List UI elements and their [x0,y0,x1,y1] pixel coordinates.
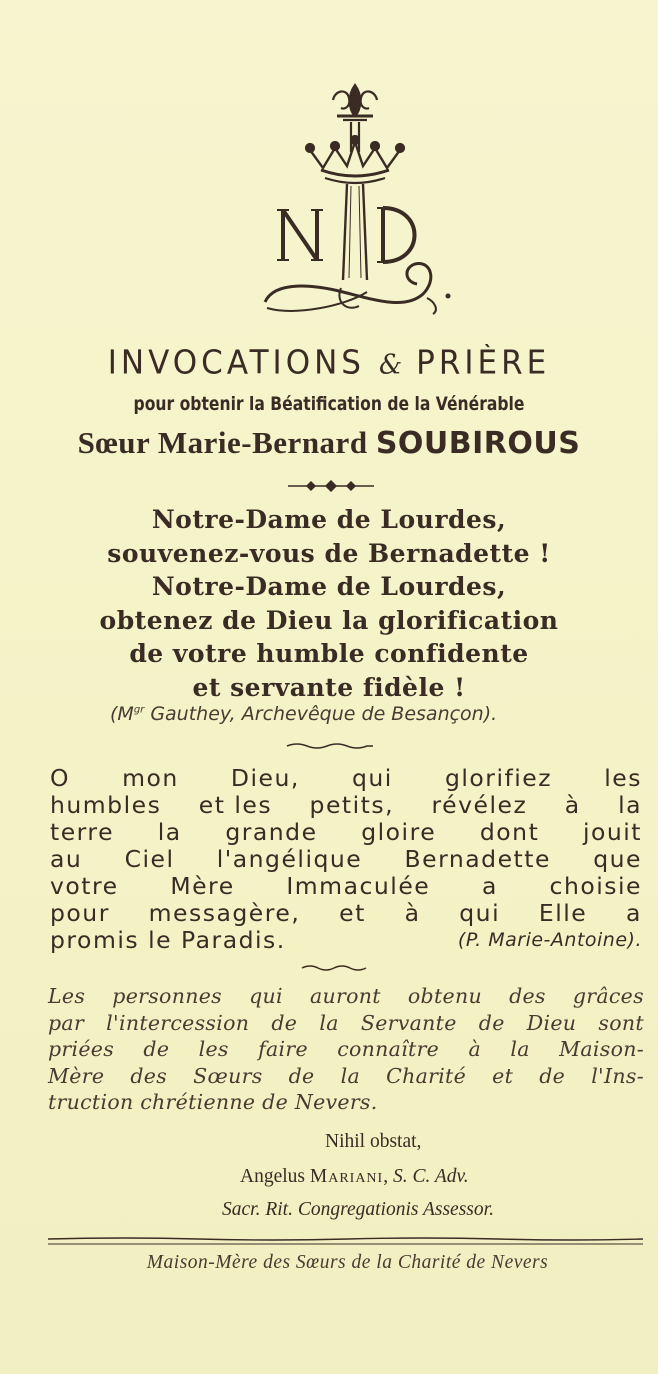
venerable-name [0,425,658,461]
prayer-attribution: (P. Marie-Antoine). [457,929,642,951]
name-surname: SOUBIROUS [375,426,581,461]
prayer-line [50,819,642,846]
notice-word: priées [48,1037,115,1061]
prayer-word: et [339,899,366,927]
notice-word: auront [309,984,381,1008]
prayer-word: O [50,764,70,792]
prayer-line [50,792,642,819]
notice-word: et [492,1063,514,1088]
nd-monogram-crown-emblem [255,80,455,320]
ornament-divider-top [286,480,376,492]
prayer-word: qui [459,899,501,927]
graces-notice [48,983,644,1116]
notice-word: de [539,1063,566,1088]
prayer-word: votre [50,872,119,900]
prayer-line [50,765,642,792]
prayer-word: jouit [582,818,642,846]
notice-line-last: truction chrétienne de Nevers. [48,1090,378,1114]
prayer-last-text: promis le Paradis. [50,926,286,954]
invocations-attribution: ($M^{gr}$ Gauthey, Archevêque de Besançon). [110,703,498,725]
notice-word: la [340,1063,360,1088]
congregation-assessor: Sacr. Rit. Congregationis Assessor. [222,1199,494,1220]
censor-signature: Angelus Mariani, S. C. Adv. [240,1166,469,1187]
prayer-word: que [593,845,642,873]
prayer-word: a [626,899,642,927]
card-subtitle: pour obtenir la Béatification de la Vénérable [133,393,525,415]
notice-line [48,1063,644,1090]
prayer-word: petits, [309,791,395,819]
prayer-word: choisie [549,872,642,900]
nihil-obstat: Nihil obstat, [325,1131,422,1152]
prayer-word: Elle [538,899,588,927]
prayer-word: à [404,899,421,927]
notice-word: connaître [337,1037,440,1061]
prayer-word: l'angélique [216,845,363,873]
prayer-word: révélez [431,791,528,819]
prayer-word: Bernadette [404,845,551,873]
invocation-line: obtenez de Dieu la glorification [99,605,559,635]
prayer-word: messagère, [148,899,301,927]
prayer-word: Immaculée [286,872,431,900]
notice-word: des [130,1063,168,1088]
prayer-word: Mère [170,872,235,900]
notice-word: Maison- [559,1037,644,1061]
notice-word: la [319,1010,339,1035]
title-ampersand: & [378,349,403,381]
notice-word: qui [249,984,283,1008]
title-invocations: INVOCATIONS [107,344,365,382]
prayer-line [50,873,642,900]
prayer-word: mon [122,764,179,792]
notice-word: sont [598,1010,644,1035]
prayer-word: la [618,791,642,819]
wavy-divider-2 [300,964,370,972]
invocation-line: souvenez-vous de Bernadette ! [107,538,551,568]
prayer-word: grande [225,818,318,846]
notice-word: à [468,1037,481,1061]
notice-line [48,1036,644,1063]
prayer-word: la [157,818,182,846]
notice-word: Dieu [526,1010,577,1035]
notice-word: de [478,1010,505,1035]
prayer-word: glorifiez [444,764,553,792]
prayer-word: à [564,791,581,819]
notice-word: Sœurs [193,1063,263,1088]
prayer-line [50,846,642,873]
prayer-word: au [50,845,83,873]
prayer-word: qui [352,764,393,792]
notice-line [48,1010,644,1037]
title-priere: PRIÈRE [416,344,551,382]
notice-word: par [48,1010,85,1035]
name-prefix: Sœur Marie-Bernard [77,425,368,460]
notice-word: Les [48,984,86,1008]
prayer-line [50,900,642,927]
prayer-word: et les [198,791,273,819]
invocation-line: de votre humble confidente [129,639,529,668]
invocation-line: et servante fidèle ! [192,672,466,702]
notice-word: les [198,1037,229,1061]
prayer-line-last [50,927,642,954]
notice-word: obtenu [407,984,482,1008]
notice-line [48,983,644,1010]
prayer-word: a [481,872,498,900]
prayer-word: humbles [50,791,162,819]
wavy-divider-1 [285,742,375,750]
notice-word: Mère [48,1063,105,1088]
notice-word: la [510,1037,530,1061]
notice-word: des [509,984,546,1008]
prayer-word: gloire [361,818,437,846]
prayer-paragraph [50,765,642,954]
notice-word: l'intercession [106,1010,250,1035]
card-title [0,344,658,382]
notice-word: de [143,1037,170,1061]
notice-word: de [288,1063,315,1088]
footer-double-rule [48,1236,643,1248]
prayer-word: pour [50,899,110,927]
notice-word: Charité [386,1063,467,1088]
footer-publisher: Maison-Mère des Sœurs de la Charité de Nevers [146,1252,549,1273]
notice-word: grâces [572,984,644,1008]
prayer-word: terre [50,818,115,846]
invocations-block [0,503,658,704]
prayer-word: Ciel [124,845,175,873]
prayer-word: dont [479,818,540,846]
notice-word: personnes [112,984,222,1008]
prayer-word: Dieu, [230,764,300,792]
notice-word: de [271,1010,298,1035]
notice-word: l'Ins- [591,1063,644,1088]
prayer-word: les [604,764,642,792]
notice-word: faire [258,1037,308,1061]
invocation-line: Notre-Dame de Lourdes, [151,572,507,601]
notice-word: Servante [360,1010,457,1035]
invocation-line: Notre-Dame de Lourdes, [151,505,507,534]
